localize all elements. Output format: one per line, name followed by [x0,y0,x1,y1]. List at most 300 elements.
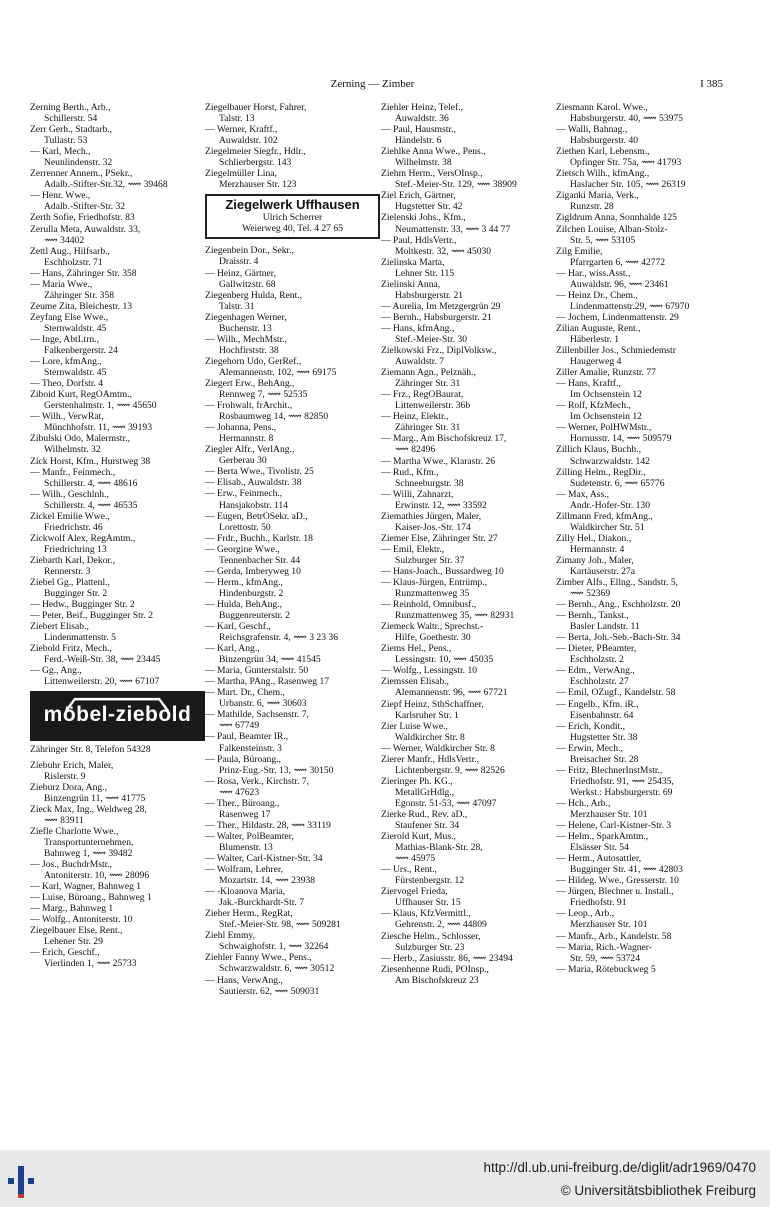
directory-line: Hochfirststr. 38 [219,344,279,356]
directory-line: Tullastr. 53 [44,135,88,147]
directory-line: — Frz., RegOBaurat, [381,389,464,401]
directory-line: Friedhofstr. 91 [570,897,627,909]
directory-line: Am Bischofskreuz 23 [395,974,479,986]
directory-line: ⟿ 82496 [395,444,436,456]
directory-line: — Erwin, Mech., [556,742,623,754]
directory-line: — Theo, Dorfstr. 4 [30,378,104,390]
directory-line: Binzengrün 34, ⟿ 41545 [219,654,321,666]
directory-line: Schneeburgstr. 38 [395,477,464,489]
directory-line: Zierke Rud., Rev. aD., [381,809,468,820]
directory-line: Zieher Herm., RegRat, [205,908,293,920]
directory-line: — Walter, Carl-Kistner-Str. 34 [205,853,323,864]
directory-line: Ziehler Heinz, Telef., [381,102,463,113]
directory-line: Zilian Auguste, Rent., [556,322,641,334]
directory-line: Zähringer Str. 31 [395,378,461,390]
directory-line: — Werner, Kraftf., [205,124,278,136]
directory-line: Merzhauser Str. 101 [570,919,648,931]
directory-line: Zilling Helm., RegDir., [556,466,646,478]
directory-line: Hugstetter Str. 42 [395,201,463,213]
directory-line: — Wilh., Geschlnh., [30,488,109,500]
directory-line: — Marg., Am Bischofskreuz 17, [381,433,507,445]
directory-line: Str. 5, ⟿ 53105 [570,234,636,246]
ad-owner: Ulrich Scherrer [262,212,323,224]
directory-line: Zillich Klaus, Buchh., [556,444,641,456]
directory-line: Sulzburger Str. 23 [395,941,465,953]
directory-line: Talstr. 31 [219,300,255,312]
directory-line: Kartäuserstr. 27a [570,565,636,577]
directory-line: — Paul, Beamter IR., [205,731,289,743]
directory-line: Ziebert Elisab., [30,621,89,633]
column-2b-entries [205,245,380,996]
directory-line: — Inge, AbtLtrn., [30,333,100,345]
directory-line: Auwaldstr. 7 [395,356,445,368]
directory-line: Wilhelmstr. 38 [395,157,452,169]
directory-line: — Edm., VerwAng., [556,665,635,677]
directory-line: Zielkowski Frz., DiplVolksw., [381,345,497,357]
directory-line: ⟿ 34402 [44,234,85,246]
directory-line: — Herm., Autosattler, [556,853,642,865]
directory-line: ⟿ 45975 [395,853,436,865]
directory-line: — Berta, Joh.-Seb.-Bach-Str. 34 [556,632,681,644]
directory-line: — Walter, PolBeamter, [205,830,294,842]
directory-line: — Maria, Rötebuckweg 5 [556,963,656,975]
directory-line: Ziegert Erw., BehAng., [205,377,295,389]
library-footer [0,1150,770,1207]
directory-line: Littenweilerstr. 20, ⟿ 67107 [44,676,160,688]
directory-line: Schillerstr. 4, ⟿ 46535 [44,499,138,511]
directory-line: — Lore, kfmAng., [30,356,102,368]
source-url-link[interactable]: http://dl.ub.uni-freiburg.de/diglit/adr1969/0470 [483,1160,756,1175]
copyright-notice: © Universitätsbibliothek Freiburg [560,1183,756,1198]
directory-line: ⟿ 47623 [219,786,260,798]
directory-line: Mathias-Blank-Str. 28, [395,842,483,854]
directory-line: — Hedw., Bugginger Str. 2 [30,599,135,611]
directory-line: — Wolfram, Lehrer, [205,864,284,876]
directory-line: Zerulla Meta, Auwaldstr. 33, [30,223,141,235]
directory-line: Zickel Emilie Wwe., [30,510,110,522]
directory-line: — Mart. Dr., Chem., [205,687,285,699]
directory-line: Ziegehorn Udo, GerRef., [205,355,302,367]
directory-line: Runzmattenweg 35, ⟿ 82931 [395,610,515,622]
directory-line: Buchenstr. 13 [219,322,272,334]
column-4-entries [556,102,731,975]
directory-line: Alemannenstr. 102, ⟿ 69175 [219,366,337,378]
directory-line: Fürstenbergstr. 12 [395,875,465,887]
directory-line: Alemannenstr. 96, ⟿ 67721 [395,687,508,699]
directory-line: — Werner, PolHWMstr., [556,422,652,434]
directory-line: Zettl Aug., Hilfsarb., [30,245,110,257]
moebel-ziebold-ad [30,691,205,755]
directory-line: Zerrenner Annem., PSekr., [30,168,133,180]
directory-line: Ziemeck Waltr., Sprechst.- [381,621,484,633]
directory-line: Friedrichring 13 [44,543,107,555]
directory-line: Rasenweg 17 [219,808,271,820]
directory-line: Zeyfang Else Wwe., [30,311,109,323]
directory-line: Antoniterstr. 10, ⟿ 28096 [44,870,150,881]
directory-line: Littenweilerstr. 36b [395,400,471,412]
directory-line: Transportunternehmen, [44,836,134,848]
directory-line: — Erich, Geschf., [30,947,100,959]
directory-line: — Rolf, KfzMech., [556,400,631,412]
directory-line: — Klaus-Jürgen, Entrümp., [381,577,488,589]
directory-line: — Fritz, BlechnerInstMstr., [556,764,663,776]
directory-line: — Heinz, Gärtner, [205,267,277,279]
page-header [0,78,770,92]
directory-line: Ziller Amalie, Runzstr. 77 [556,367,656,379]
directory-line: Waldkircher Str. 8 [395,731,465,743]
directory-line: Händelstr. 6 [395,135,442,147]
directory-line: Zigldrum Anna, Sonnhalde 125 [556,212,677,224]
directory-line: Basler Landstr. 11 [570,621,640,633]
directory-line: Zillenbiller Jos., Schmiedemstr [556,345,676,357]
directory-line: Lichtenbergstr. 9, ⟿ 82526 [395,764,505,776]
directory-line: Wilhelmstr. 32 [44,444,101,456]
directory-line: Eschholzstr. 71 [44,256,103,268]
directory-line: Auwaldstr. 102 [219,135,278,147]
directory-line: Zieck Max, Ing., Weldweg 28, [30,803,147,815]
directory-line: Ziegler Alfr., VerlAng., [205,444,295,456]
directory-line: Jak.-Burckhardt-Str. 7 [219,897,304,909]
directory-line: Kaiser-Jos.-Str. 174 [395,521,471,533]
column-1-entries [30,102,205,687]
directory-line: ⟿ 67749 [219,720,260,732]
directory-line: Eschholzstr. 2 [570,654,624,666]
directory-line: Ziegenberg Hulda, Rent., [205,289,303,301]
directory-line: — Hans, kfmAng., [381,322,455,334]
directory-line: — Elisab., Auwaldstr. 38 [205,477,302,489]
column-1 [30,102,205,969]
directory-line: — Karl, Wagner, Bahnweg 1 [30,881,142,893]
directory-line: Haugerweg 4 [570,356,622,368]
directory-line: — Karl, Mech., [30,146,91,158]
directory-line: Ziemathies Jürgen, Maler, [381,510,482,522]
directory-line: Moltkestr. 32, ⟿ 45030 [395,245,492,257]
directory-line: — Erw., Feinmech., [205,488,283,500]
directory-line: Ziel Erich, Gärtner, [381,190,456,202]
ziegelwerk-ad [205,194,380,239]
directory-line: Zilchen Louise, Alban-Stolz- [556,223,668,235]
directory-line: — Werner, Waldkircher Str. 8 [381,742,495,754]
directory-line: Hilfe, Goethestr. 30 [395,632,471,644]
directory-line: Ziebarth Karl, Dekor., [30,554,115,566]
directory-line: Zickwolf Alex, RegAmtm., [30,532,136,544]
library-logo-icon [8,1162,40,1198]
directory-line: Lorettostr. 50 [219,521,271,533]
directory-line: — Hch., Arb., [556,797,611,809]
column-3-entries [381,102,556,986]
directory-line: Hornusstr. 14, ⟿ 509579 [570,433,672,445]
column-4 [556,102,731,975]
directory-line: — Jochem, Lindenmattenstr. 29 [556,311,679,323]
directory-line: Ziervogel Frieda, [381,886,448,898]
directory-line: — Bernh., Habsburgerstr. 21 [381,311,492,323]
directory-line: Schlierbergstr. 143 [219,157,292,169]
directory-line: Bahnweg 1, ⟿ 39482 [44,847,133,859]
directory-line: — Jürgen, Blechner u. Install., [556,886,674,898]
directory-line: Merzhauser Str. 123 [219,179,297,191]
directory-line: Breisacher Str. 28 [570,753,639,765]
directory-line: Neumattenstr. 33, ⟿ 3 44 77 [395,223,511,235]
directory-line: Zieburz Dora, Ang., [30,781,107,793]
directory-line: — Ther., Hildastr. 28, ⟿ 33119 [205,819,331,831]
directory-line: — Heinz, Elektr., [381,411,449,423]
directory-line: Elsässer Str. 54 [570,842,629,854]
directory-line: Ziegenbein Dor., Sekr., [205,245,294,257]
directory-line: Zier Luise Wwe., [381,720,448,732]
directory-line: — Frohwalt, frArchit., [205,400,293,412]
directory-line: Zieringer Ph. KG., [381,775,453,787]
directory-line: Zeume Zita, Bleichestr. 13 [30,300,133,312]
directory-line: — Hulda, BehAng., [205,598,283,610]
column-1b-entries [30,760,205,970]
directory-line: Münchhofstr. 11, ⟿ 39193 [44,422,152,434]
directory-line: Zielinska Marta, [381,256,445,268]
directory-line: Ziehm Herm., VersOInsp., [381,168,483,180]
directory-line: Rosbaumweg 14, ⟿ 82850 [219,411,329,423]
directory-line: Sautierstr. 62, ⟿ 509031 [219,985,320,997]
directory-line: Draisstr. 4 [219,256,259,268]
directory-line: Stef.-Meier-Str. 98, ⟿ 509281 [219,919,341,931]
directory-line: Ziegelbauer Horst, Fahrer, [205,102,307,113]
directory-line: — Berta Wwe., Tivolistr. 25 [205,466,314,478]
directory-line: Ziepf Heinz, StbSchaffner, [381,698,484,710]
column-2 [205,102,380,997]
directory-line: Ziboid Kurt, RegOAmtm., [30,389,133,401]
directory-line: — Paula, Büroang., [205,753,281,765]
directory-line: Ziehler Fanny Wwe., Pens., [205,952,312,964]
directory-line: Adalb.-Stifter-Str. 32 [44,201,126,213]
directory-line: — Heinz Dr., Chem., [556,289,638,301]
directory-line: — Peter, Beif., Bugginger Str. 2 [30,610,153,622]
directory-line: Staufener Str. 34 [395,820,460,832]
directory-line: Merzhauser Str. 101 [570,809,648,820]
directory-line: — Herb., Zasiusstr. 86, ⟿ 23494 [381,952,513,964]
column-3 [381,102,556,986]
directory-line: Zimany Joh., Maler, [556,554,634,566]
directory-line: Lindenmattenstr. 5 [44,632,116,644]
directory-line: Lindenmattenstr.29, ⟿ 67970 [570,300,690,312]
directory-line: Zillmann Fred, kfmAng., [556,510,653,522]
directory-line: — Karl, Ang., [205,643,260,655]
directory-line: — Wilh., MechMstr., [205,333,288,345]
directory-line: Karlsruher Str. 1 [395,709,459,721]
moebel-ziebold-logo [30,691,205,741]
directory-line: — Wilh., VerwRat, [30,411,104,423]
directory-line: Reichsgrafenstr. 4, ⟿ 3 23 36 [219,632,338,644]
directory-line: Runzstr. 28 [570,201,614,213]
directory-line: ⟿ 52369 [570,588,611,600]
directory-line: Ziganki Maria, Verk., [556,190,639,202]
directory-line: Ziebuhr Erich, Maler, [30,759,114,771]
running-head: Zerning — Zimber [330,78,415,90]
directory-line: Schwarzwaldstr. 142 [570,455,650,467]
directory-line: Friedhofstr. 91, ⟿ 25435, [570,775,674,787]
directory-line: Eisenbahnstr. 64 [570,709,634,721]
directory-line: — Emil, OZugf., Kandelstr. 58 [556,687,676,699]
directory-line: Stef.-Meier-Str. 30 [395,333,468,345]
directory-line: Ziethen Karl, Lebensm., [556,146,650,158]
directory-line: Zimber Alfs., Ellng., Sandstr. 5, [556,577,679,589]
directory-line: Haslacher Str. 105, ⟿ 26319 [570,179,686,191]
directory-line: Egonstr. 51-53, ⟿ 47097 [395,797,497,809]
directory-line: Urbanstr. 6, ⟿ 30603 [219,698,307,710]
directory-line: Zerning Berth., Arb., [30,102,111,113]
directory-line: Eschholzstr. 27 [570,676,629,688]
directory-line: Uffhauser Str. 15 [395,897,461,909]
directory-line: — Georgine Wwe., [205,543,280,555]
directory-line: — Herm., kfmAng., [205,576,283,588]
directory-line: Sulzburger Str. 37 [395,554,465,566]
directory-line: Lehner Str. 115 [395,267,455,279]
directory-line: Gallwitzstr. 68 [219,278,276,290]
directory-line: — Engelb., Kfm. iR., [556,698,639,710]
ad-address: Weierweg 40, Tel. 4 27 65 [242,223,343,235]
directory-line: Ziebold Fritz, Mech., [30,643,112,655]
directory-line: Erwinstr. 12, ⟿ 33592 [395,499,487,511]
directory-line: Prinz-Eug.-Str. 13, ⟿ 30150 [219,764,334,776]
directory-line: Ziems Hel., Pens., [381,643,452,655]
directory-line: — Hans, Zähringer Str. 358 [30,267,137,279]
ad-title: Ziegelwerk Uffhausen [225,197,360,213]
directory-line: Ziemer Else, Zähringer Str. 27 [381,532,498,544]
directory-line: Habsburgerstr. 21 [395,289,464,301]
directory-line: — Henr. Wwe., [30,190,91,202]
directory-line: — Marg., Bahnweg 1 [30,903,114,915]
directory-line: — Gg., Ang., [30,665,82,677]
directory-line: — Urs., Rent., [381,864,437,876]
logo-text: möbel-ziebold [43,703,192,727]
directory-line: Ziesenhenne Rudi, POInsp., [381,963,489,975]
directory-line: — Klaus, KfzVermittl., [381,908,471,920]
directory-line: Binzengrün 11, ⟿ 41775 [44,792,146,804]
directory-line: Lehener Str. 29 [44,936,103,948]
directory-line: — Hans-Joach., Bussardweg 10 [381,565,504,577]
directory-line: — Manfr., Feinmech., [30,466,116,478]
directory-line: — Karl, Geschf., [205,621,271,633]
directory-line: Ziehl Emmy, [205,930,256,942]
directory-line: — -Kloanova Maria, [205,886,286,898]
directory-line: Hansjakobstr. 114 [219,499,288,511]
directory-line: ⟿ 83911 [44,814,84,826]
directory-line: — Helene, Carl-Kistner-Str. 3 [556,820,672,832]
directory-line: Hermannstr. 8 [219,433,274,445]
directory-line: Ziehlke Anna Wwe., Pens., [381,146,486,158]
page-number: I 385 [700,78,723,90]
directory-line: Auwaldstr. 96, ⟿ 23461 [570,278,669,290]
directory-line: Andr.-Hofer-Str. 130 [570,499,651,511]
directory-line: — Wolfg., Antoniterstr. 10 [30,914,133,926]
directory-line: — Maria, Gunterstalstr. 50 [205,665,309,677]
directory-line: Gehrenstr. 2, ⟿ 44809 [395,919,487,931]
directory-line: Tennenbacher Str. 44 [219,554,301,566]
directory-line: — Maria, Rich.-Wagner- [556,941,653,953]
directory-line: Bugginger Str. 41, ⟿ 42803 [570,864,683,876]
directory-line: Ziemann Agn., Pelznäh., [381,367,476,379]
directory-line: Stef.-Meier-Str. 129, ⟿ 38909 [395,179,517,191]
directory-line: Adalb.-Stifter-Str.32, ⟿ 39468 [44,179,168,191]
directory-line: — Ther., Büroang., [205,797,280,809]
directory-line: — Hans, Kraftf., [556,378,621,390]
directory-line: — Hildeg. Wwe., Gresserstr. 10 [556,875,679,887]
directory-line: — Johanna, Pens., [205,422,277,434]
directory-line: — Bernh., Ang., Eschholzstr. 20 [556,599,681,611]
directory-line: Ferd.-Weiß-Str. 38, ⟿ 23445 [44,654,161,666]
directory-line: — Reinhold, Omnibusf., [381,599,477,611]
directory-line: Zibulski Odo, Malermstr., [30,433,130,445]
directory-line: Häberlestr. 1 [570,333,620,345]
directory-line: Opfinger Str. 75a, ⟿ 41793 [570,157,682,169]
directory-line: Friedrichstr. 46 [44,521,103,533]
directory-line: — Aurelia, Im Metzgergrün 29 [381,300,501,312]
directory-line: Sternwaldstr. 45 [44,367,107,379]
directory-line: — Helm., SparkAmtm., [556,831,649,843]
directory-line: Zielenski Johs., Kfm., [381,212,466,224]
directory-line: — Willi, Zahnarzt, [381,488,454,500]
directory-line: — Jos., BuchdrMstr., [30,858,113,870]
directory-line: MetallGrHdlg., [395,786,455,798]
directory-line: Zilg Emilie, [556,245,603,257]
directory-line: — Emil, Elektr., [381,543,445,555]
directory-line: Blumenstr. 13 [219,841,273,853]
directory-line: — Frdr., Buchh., Karlstr. 18 [205,532,313,544]
directory-line: — Paul, Hausmstr., [381,124,456,136]
directory-line: Gerberau 30 [219,455,267,467]
directory-line: Zierold Kurt, Mus., [381,831,456,843]
directory-line: Ziegenhagen Werner, [205,311,287,323]
directory-line: Zähringer Str. 31 [395,422,461,434]
directory-line: Rislerstr. 9 [44,770,86,782]
directory-line: — Mathilde, Sachsenstr. 7, [205,709,309,721]
directory-line: Im Ochsenstein 12 [570,389,642,401]
directory-line: Rennerstr. 3 [44,565,91,577]
directory-line: — Rud., Kfm., [381,466,439,478]
directory-line: Ziemssen Elisab., [381,676,449,688]
directory-line: Schwaighofstr. 1, ⟿ 32264 [219,941,329,953]
directory-line: Str. 59, ⟿ 53724 [570,952,640,964]
directory-line: — Wolfg., Lessingstr. 10 [381,665,478,677]
directory-line: Zerr Gerh., Stadtarb., [30,124,113,136]
directory-line: Mozartstr. 14, ⟿ 23938 [219,875,316,887]
directory-line: Gerstenhalmstr. 1, ⟿ 45650 [44,400,157,412]
directory-line: Rennweg 7, ⟿ 52535 [219,389,308,401]
directory-line: Schwarzwaldstr. 6, ⟿ 30512 [219,963,335,975]
directory-line: Buggenreuterstr. 2 [219,609,290,621]
directory-line: Sternwaldstr. 45 [44,322,107,334]
directory-line: Zielinski Anna, [381,278,441,290]
directory-line: Ziefle Charlotte Wwe., [30,825,119,837]
directory-line: Habsburgerstr. 40 [570,135,639,147]
directory-line: Zietsch Wilh., kfmAng., [556,168,650,180]
directory-line: Sudetenstr. 6, ⟿ 65776 [570,477,665,489]
directory-line: Schillerstr. 54 [44,113,98,125]
directory-line: — Erich, Kondit., [556,720,626,732]
directory-line: Zierer Manfr., HdlsVertr., [381,753,480,765]
directory-line: — Eugen, BetrOSekr. aD., [205,510,308,522]
directory-line: Pfarrgarten 6, ⟿ 42772 [570,256,666,268]
directory-line: — Dieter, PBeamter, [556,643,637,655]
directory-line: Hindenburgstr. 2 [219,587,284,599]
directory-line: Werkst.: Habsburgerstr. 69 [570,786,673,798]
directory-line: Hugstetter Str. 38 [570,731,638,743]
directory-line: Zähringer Str. 358 [44,289,115,301]
logo-address: Zähringer Str. 8, Telefon 54328 [30,744,151,756]
directory-line: Ziesche Helm., Schlosser, [381,930,481,942]
directory-line: Falkensteinstr. 3 [219,742,282,754]
directory-line: Zerth Sofie, Friedhofstr. 83 [30,212,135,224]
directory-line: Zilly Hel., Diakon., [556,532,632,544]
directory-line: — Bernh., Tankst., [556,610,629,622]
directory-line: Lessingstr. 10, ⟿ 45035 [395,654,494,666]
